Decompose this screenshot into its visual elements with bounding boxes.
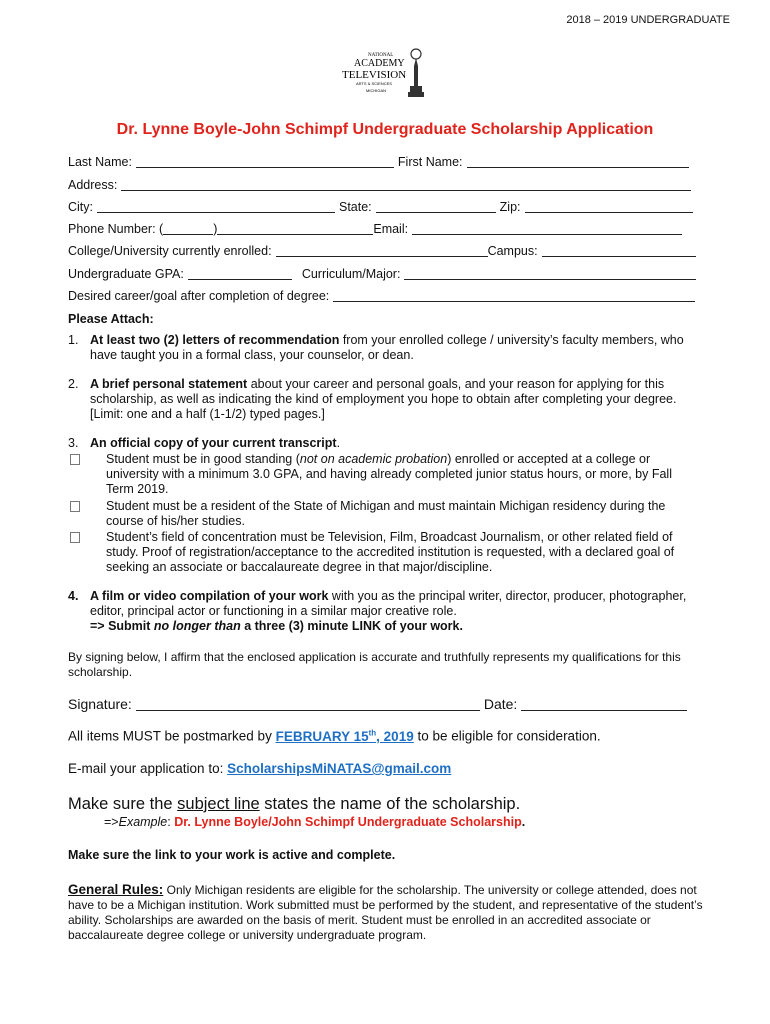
date-field[interactable] — [521, 697, 687, 711]
name-row — [68, 155, 693, 169]
phone-row — [68, 222, 686, 236]
item-bold: An official copy of your current transcript — [90, 436, 337, 450]
attach-list — [68, 333, 708, 653]
gpa-field[interactable] — [188, 267, 292, 280]
item-number: 3. — [68, 436, 79, 450]
email-link[interactable]: ScholarshipsMiNATAS@gmail.com — [227, 761, 452, 776]
gpa-row — [68, 267, 700, 281]
checkbox-icon — [70, 532, 80, 543]
curriculum-label: Curriculum/Major: — [301, 267, 401, 281]
list-item — [68, 377, 700, 422]
address-field[interactable] — [121, 178, 691, 191]
signature-label: Signature: — [68, 696, 132, 712]
subject-line-note: Make sure the subject line states the name of the scholarship. — [68, 795, 521, 813]
checkbox-icon — [70, 501, 80, 512]
checkbox-icon — [70, 454, 80, 465]
item-text: from your enrolled college / university’s faculty members, who have taught you in a formal class, your counselor, or dean. — [90, 333, 684, 362]
list-item: Student must be in good standing (not on academic probation) enrolled or accepted at a college or university with a minimum 3.0 GPA, and having already completed junior status hours, or more, by Fall Term 2019. — [90, 452, 675, 497]
emmy-statuette-icon — [408, 49, 424, 97]
city-field[interactable] — [97, 200, 335, 213]
first-name-label: First Name: — [397, 155, 463, 169]
college-field[interactable] — [276, 244, 488, 257]
date-label: Date: — [483, 696, 518, 712]
page-title: Dr. Lynne Boyle-John Schimpf Undergraduate Scholarship Application — [116, 121, 654, 138]
logo-line5: MICHIGAN — [366, 88, 386, 93]
natas-michigan-logo — [336, 46, 434, 100]
link-note: Make sure the link to your work is active and complete. — [68, 848, 396, 862]
list-item: Student must be a resident of the State of Michigan and must maintain Michigan residency during the course of his/her studies. — [90, 499, 675, 529]
signature-row — [68, 696, 691, 712]
list-item: Student’s field of concentration must be Television, Film, Broadcast Journalism, or other related field of study. Proof of registration/acceptance to the accredited institution is requested, with a declared goal of seeking an associate or baccalaureate degree in that major/discipline. — [90, 530, 675, 575]
general-rules — [68, 882, 708, 943]
rules-text: Only Michigan residents are eligible for the scholarship. The university or college attended, does not have to be a Michigan institution. Work submitted must be performed by the student, and representative of the student’s ability. Scholarships are awarded on the basis of merit. Student must be enrolled in an accredited associate or baccalaureate degree college or university undergraduate program. — [68, 883, 703, 942]
example-line: =>Example: Dr. Lynne Boyle/John Schimpf Undergraduate Scholarship. — [104, 815, 526, 829]
phone-paren: ) — [213, 222, 218, 236]
item-bold: A film or video compilation of your work — [90, 589, 329, 603]
area-code-field[interactable] — [163, 222, 213, 235]
item-text: about your career and personal goals, and your reason for applying for this scholarship, as well as indicating the kind of employment you hope to obtain after completing your degree. [Limit: one and a half (1-1/2) typed pages.] — [90, 377, 677, 421]
item-number: 1. — [68, 333, 79, 347]
college-row — [68, 244, 700, 258]
list-item — [68, 589, 700, 634]
career-field[interactable] — [333, 289, 695, 302]
item-number: 2. — [68, 377, 79, 391]
zip-field[interactable] — [525, 200, 693, 213]
submit-note: => Submit no longer than a three (3) minute LINK of your work. — [90, 619, 463, 633]
email-field[interactable] — [412, 222, 682, 235]
item-text: with you as the principal writer, director, producer, photographer, editor, principal actor or functioning in a similar major creative role. — [90, 589, 687, 618]
deadline-date: FEBRUARY 15th, 2019 — [275, 728, 414, 744]
gpa-label: Undergraduate GPA: — [68, 267, 184, 281]
attach-heading: Please Attach: — [68, 312, 154, 326]
last-name-field[interactable] — [136, 155, 394, 168]
campus-field[interactable] — [542, 244, 696, 257]
college-label: College/University currently enrolled: — [68, 244, 272, 258]
signature-field[interactable] — [136, 697, 480, 711]
affirm-text: By signing below, I affirm that the enclosed application is accurate and truthfully represents my qualifications for this scholarship. — [68, 650, 681, 679]
logo-line2: ACADEMY — [354, 58, 405, 69]
email-instructions: E-mail your application to: ScholarshipsMiNATAS@gmail.com — [68, 761, 452, 776]
zip-label: Zip: — [499, 200, 521, 214]
address-label: Address: — [68, 178, 118, 192]
postmark-note: All items MUST be postmarked by FEBRUARY 15th, 2019 to be eligible for consideration. — [68, 728, 601, 744]
curriculum-field[interactable] — [404, 267, 696, 280]
rules-heading: General Rules: — [68, 882, 164, 897]
city-label: City: — [68, 200, 93, 214]
item-text: . — [336, 436, 341, 450]
phone-field[interactable] — [217, 222, 373, 235]
state-label: State: — [339, 200, 372, 214]
campus-label: Campus: — [487, 244, 538, 258]
logo-line3: TELEVISION — [342, 69, 407, 81]
first-name-field[interactable] — [467, 155, 689, 168]
item-number: 4. — [68, 589, 79, 603]
list-item — [68, 436, 700, 451]
item-bold: At least two (2) letters of recommendation — [90, 333, 340, 347]
item-bold: A brief personal statement — [90, 377, 248, 391]
career-row — [68, 289, 699, 303]
career-label: Desired career/goal after completion of degree: — [68, 289, 330, 303]
logo-line1: NATIONAL — [368, 53, 394, 58]
email-label: Email: — [373, 222, 409, 236]
header-year-label: 2018 – 2019 UNDERGRADUATE — [566, 14, 730, 26]
state-field[interactable] — [376, 200, 496, 213]
address-row — [68, 178, 695, 192]
city-row — [68, 200, 697, 214]
last-name-label: Last Name: — [68, 155, 132, 169]
phone-label: Phone Number: ( — [68, 222, 164, 236]
example-scholarship-name: Dr. Lynne Boyle/John Schimpf Undergraduate Scholarship — [174, 815, 522, 829]
list-item — [68, 333, 700, 363]
logo-line4: ARTS & SCIENCES — [356, 81, 392, 86]
